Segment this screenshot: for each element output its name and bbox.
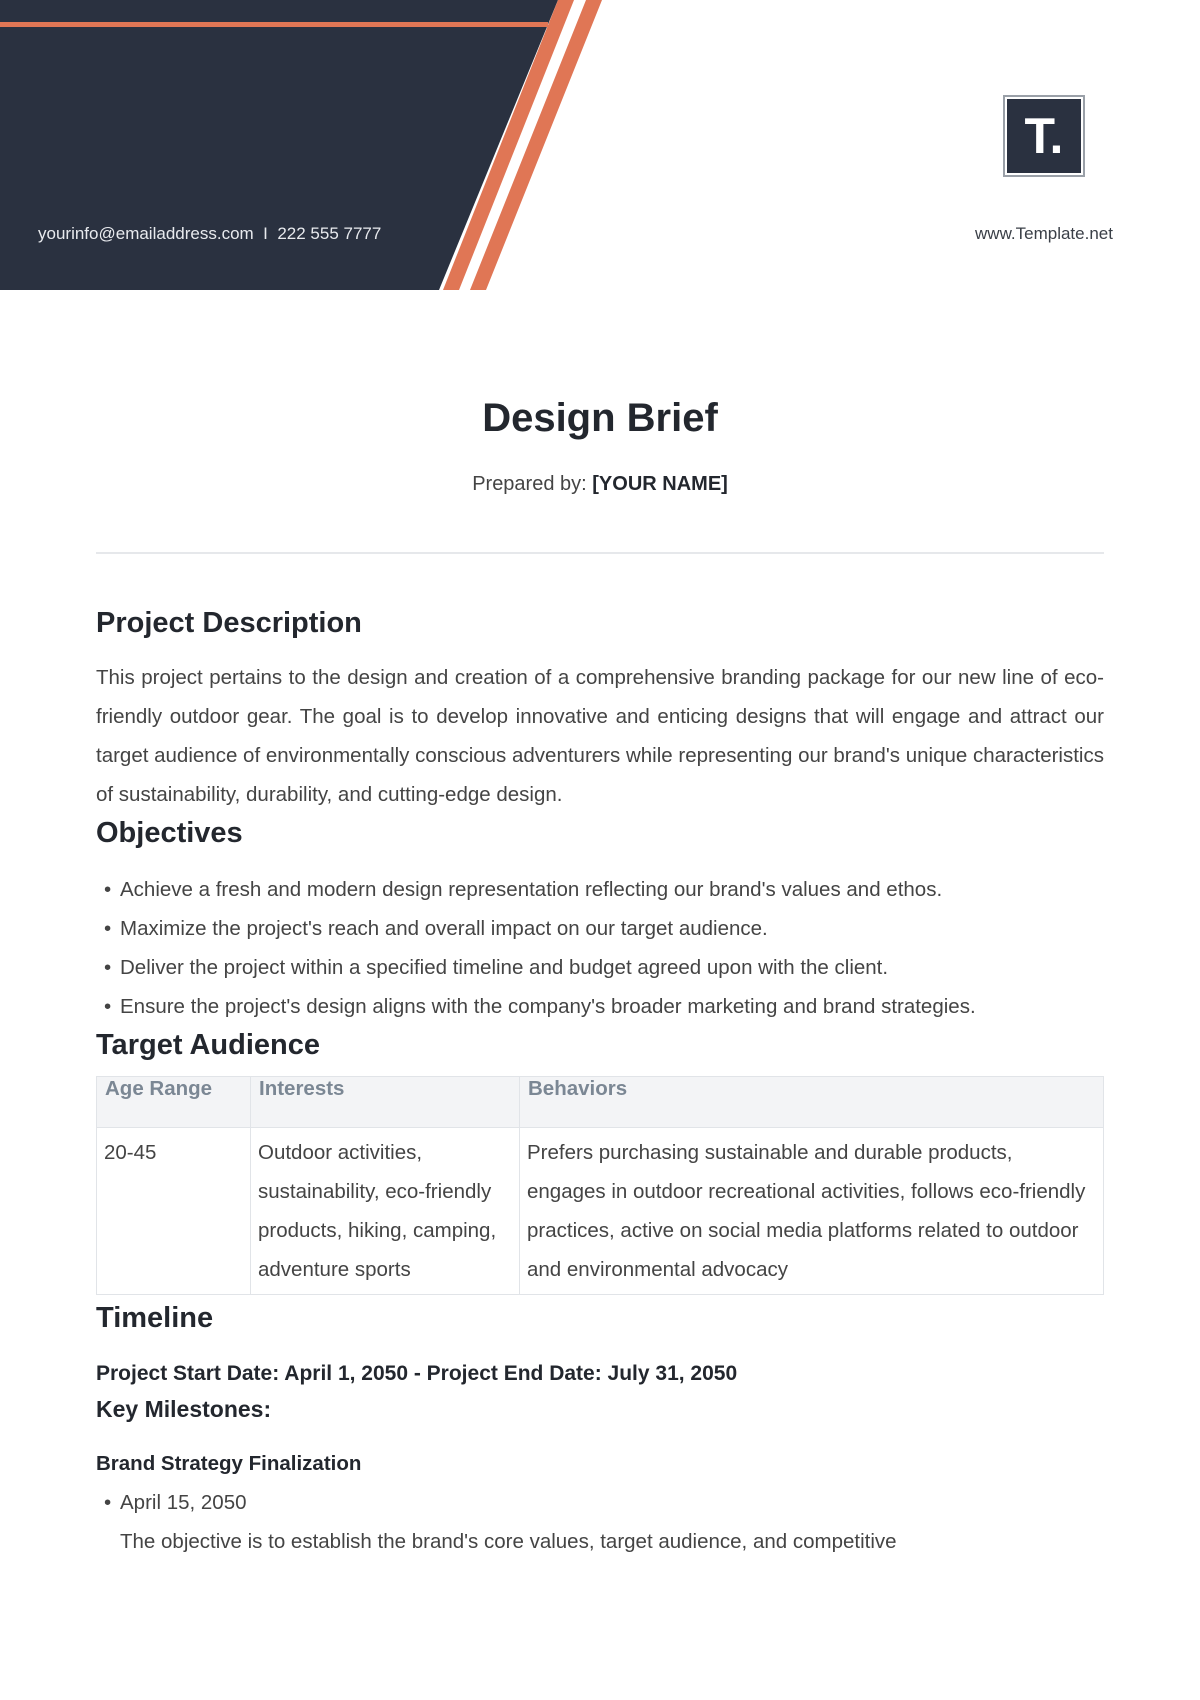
list-item: • Deliver the project within a specified timeline and budget agreed upon with the client. [96, 948, 1104, 987]
table-row [97, 1128, 1104, 1295]
column-header: Age Range [97, 1077, 251, 1128]
objectives-heading: Objectives [96, 817, 243, 849]
project-description-text: This project pertains to the design and creation of a comprehensive branding package for our new line of eco-friendly outdoor gear. The goal is to develop innovative and enticing designs that will engage and attract our target audience of environmentally conscious adventurers while representing our brand's unique characteristics of sustainability, durability, and cutting-edge design. [96, 666, 1104, 806]
document-body [96, 600, 1104, 1561]
header-accent-line [0, 22, 548, 27]
objectives-list [96, 870, 1104, 1026]
timeline-heading: Timeline [96, 1302, 214, 1334]
column-header: Behaviors [520, 1077, 1104, 1128]
prepared-label: Prepared by: [472, 473, 587, 495]
prepared-name: [YOUR NAME] [592, 473, 728, 495]
contact-phone: 222 555 7777 [277, 224, 382, 243]
table-cell: Prefers purchasing sustainable and durable products, engages in outdoor recreational activities, follows eco-friendly practices, active on social media platforms related to outdoor and environmental advocacy [520, 1128, 1104, 1295]
table-header-row [97, 1077, 1104, 1128]
project-description-heading: Project Description [96, 607, 362, 639]
milestone-list [96, 1483, 1104, 1522]
table-cell: Outdoor activities, sustainability, eco-friendly products, hiking, camping, adventure sports [251, 1128, 520, 1295]
milestone-title: Brand Strategy Finalization [96, 1452, 362, 1475]
website: www.Template.net [975, 224, 1113, 243]
table-cell: 20-45 [97, 1128, 251, 1295]
milestone-description: The objective is to establish the brand's core values, target audience, and competitive [120, 1530, 897, 1553]
page-header [0, 0, 1200, 290]
key-milestones-label: Key Milestones: [96, 1396, 272, 1422]
page-title: Design Brief [482, 396, 718, 440]
contact-email: yourinfo@emailaddress.com [38, 224, 254, 243]
divider [96, 552, 1104, 554]
contact-info [38, 224, 381, 244]
column-header: Interests [251, 1077, 520, 1128]
logo-icon [1003, 95, 1085, 177]
contact-separator: I [263, 224, 268, 243]
logo-letter: T. [1024, 108, 1064, 164]
list-item: • Maximize the project's reach and overall impact on our target audience. [96, 909, 1104, 948]
list-item: • Ensure the project's design aligns with the company's broader marketing and brand strategies. [96, 987, 1104, 1026]
milestone-date: • April 15, 2050 [96, 1483, 1104, 1522]
project-dates: Project Start Date: April 1, 2050 - Project End Date: July 31, 2050 [96, 1362, 738, 1385]
list-item: • Achieve a fresh and modern design representation reflecting our brand's values and ethos. [96, 870, 1104, 909]
target-audience-table [96, 1076, 1104, 1295]
prepared-by [0, 473, 1200, 496]
target-audience-heading: Target Audience [96, 1029, 320, 1061]
